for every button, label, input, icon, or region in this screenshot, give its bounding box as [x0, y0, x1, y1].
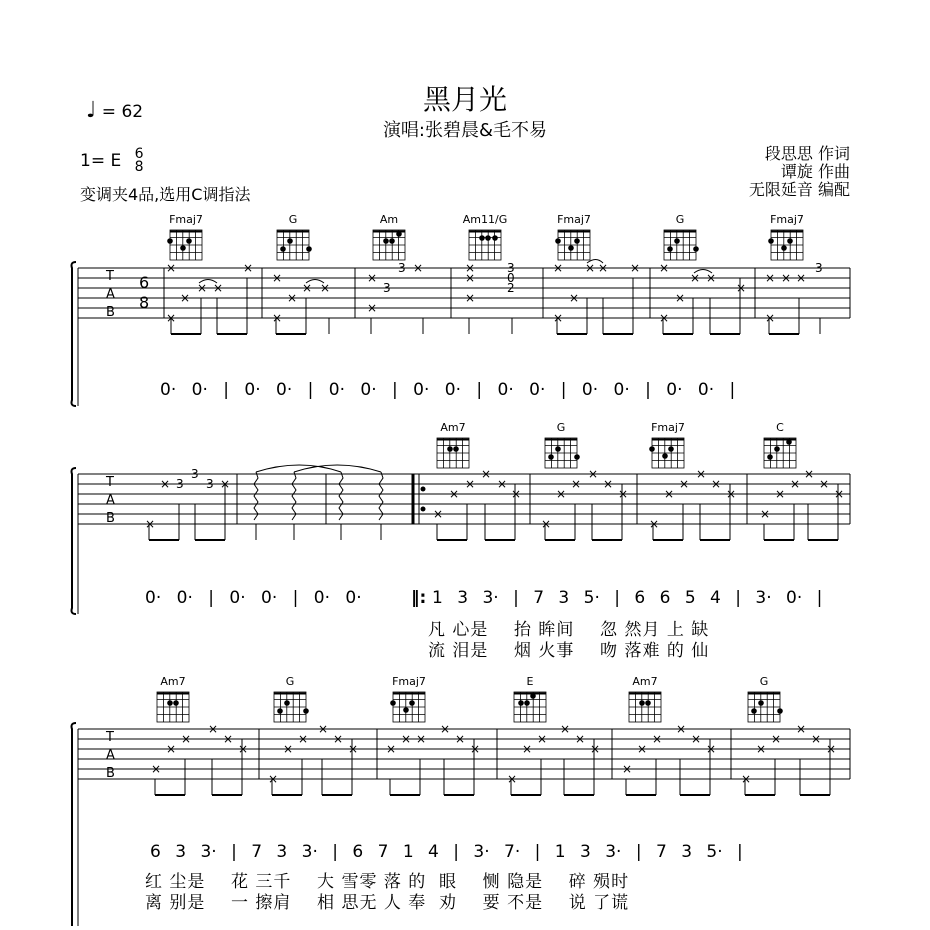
- svg-text:×: ×: [272, 311, 283, 325]
- chord-diagram-grid: [558, 230, 590, 260]
- svg-text:×: ×: [541, 517, 552, 531]
- svg-text:×: ×: [287, 291, 298, 305]
- svg-text:×: ×: [588, 467, 599, 481]
- chord-diagram-grid: [469, 230, 501, 260]
- svg-text:×: ×: [690, 271, 701, 285]
- svg-text:×: ×: [691, 732, 702, 746]
- svg-text:×: ×: [465, 291, 476, 305]
- tab-clef: T: [106, 475, 114, 490]
- tab-clef: T: [106, 730, 114, 745]
- tab-clef: B: [106, 766, 115, 781]
- chord-diagram-grid: [393, 692, 425, 722]
- chord-name: G: [675, 213, 685, 226]
- svg-text:×: ×: [367, 271, 378, 285]
- svg-text:×: ×: [223, 732, 234, 746]
- svg-text:×: ×: [298, 732, 309, 746]
- svg-text:×: ×: [470, 742, 481, 756]
- lyricist: 段思思 作词: [764, 144, 850, 163]
- time-sig-digit: 6: [139, 273, 150, 292]
- chord-diagram-grid: [277, 230, 309, 260]
- svg-text:×: ×: [637, 742, 648, 756]
- svg-text:×: ×: [208, 722, 219, 736]
- svg-text:×: ×: [537, 732, 548, 746]
- svg-text:×: ×: [166, 742, 177, 756]
- chord-name: Fmaj7: [392, 675, 426, 688]
- svg-text:×: ×: [575, 732, 586, 746]
- chord-diagram-grid: [664, 230, 696, 260]
- svg-text:×: ×: [571, 477, 582, 491]
- svg-text:×: ×: [675, 291, 686, 305]
- time-sig-bottom: 8: [134, 159, 144, 175]
- svg-text:×: ×: [465, 271, 476, 285]
- song-title: 黑月光: [422, 83, 507, 116]
- svg-text:×: ×: [465, 261, 476, 275]
- arpeggio-mark: [254, 472, 258, 520]
- svg-text:×: ×: [796, 722, 807, 736]
- svg-text:×: ×: [618, 487, 629, 501]
- svg-text:3: 3: [815, 261, 823, 275]
- svg-text:×: ×: [771, 732, 782, 746]
- svg-text:×: ×: [440, 722, 451, 736]
- svg-text:×: ×: [659, 311, 670, 325]
- svg-text:3: 3: [176, 477, 184, 491]
- svg-text:×: ×: [765, 271, 776, 285]
- composer: 谭旋 作曲: [780, 162, 850, 181]
- tab-clef: B: [106, 305, 115, 320]
- svg-text:0: 0: [507, 271, 515, 285]
- svg-text:×: ×: [664, 487, 675, 501]
- svg-text:×: ×: [333, 732, 344, 746]
- time-sig-top: 6: [134, 146, 144, 162]
- svg-text:×: ×: [553, 261, 564, 275]
- svg-text:×: ×: [238, 742, 249, 756]
- svg-text:×: ×: [834, 487, 845, 501]
- chord-diagram-grid: [157, 692, 189, 722]
- svg-text:×: ×: [811, 732, 822, 746]
- svg-text:×: ×: [511, 487, 522, 501]
- tab-clef: B: [106, 511, 115, 526]
- svg-text:×: ×: [706, 742, 717, 756]
- arpeggio-mark: [379, 472, 383, 520]
- svg-text:3: 3: [398, 261, 406, 275]
- svg-text:3: 3: [206, 477, 214, 491]
- chord-diagram-grid: [545, 438, 577, 468]
- svg-text:×: ×: [416, 732, 427, 746]
- chord-name: Fmaj7: [557, 213, 591, 226]
- svg-text:×: ×: [760, 507, 771, 521]
- chord-diagram-grid: [514, 692, 546, 722]
- svg-text:×: ×: [819, 477, 830, 491]
- svg-text:×: ×: [465, 477, 476, 491]
- arpeggio-mark: [339, 472, 343, 520]
- svg-text:×: ×: [455, 732, 466, 746]
- repeat-sign: ‖:: [411, 588, 427, 608]
- svg-text:×: ×: [726, 487, 737, 501]
- chord-name: Am7: [160, 675, 186, 688]
- chord-diagram-grid: [771, 230, 803, 260]
- number-notation-row2: 0· 0· | 0· 0· | 0· 0·: [145, 588, 362, 608]
- svg-text:×: ×: [756, 742, 767, 756]
- note-stems-1: [171, 278, 820, 334]
- key-text: 1= E: [80, 151, 122, 171]
- svg-text:×: ×: [181, 732, 192, 746]
- svg-text:×: ×: [497, 477, 508, 491]
- arranger: 无限延音 编配: [748, 180, 850, 199]
- svg-text:×: ×: [696, 467, 707, 481]
- svg-text:×: ×: [145, 517, 156, 531]
- svg-text:×: ×: [556, 487, 567, 501]
- chord-diagram-grid: [437, 438, 469, 468]
- svg-text:×: ×: [160, 477, 171, 491]
- svg-text:×: ×: [804, 467, 815, 481]
- svg-text:×: ×: [790, 477, 801, 491]
- svg-text:×: ×: [659, 261, 670, 275]
- singer-line: 演唱:张碧晨&毛不易: [382, 120, 548, 141]
- svg-text:×: ×: [585, 261, 596, 275]
- svg-text:×: ×: [433, 507, 444, 521]
- svg-text:×: ×: [736, 281, 747, 295]
- lyrics-verse-1: 凡 心是 抬 眸间 忽 然月 上 缺: [428, 620, 710, 640]
- svg-text:×: ×: [706, 271, 717, 285]
- chord-diagram-grid: [748, 692, 780, 722]
- lyrics-verse-2: 流 泪是 烟 火事 吻 落难 的 仙: [428, 641, 710, 661]
- chord-diagram-grid: [170, 230, 202, 260]
- lyrics-verse-1: 红 尘是 花 三千 大 雪零 落 的 眼 恻 隐是 碎 殒时: [145, 872, 630, 892]
- svg-text:3: 3: [507, 261, 515, 275]
- number-notation-row1: 0· 0· | 0· 0· | 0· 0· | 0· 0· | 0· 0· | 0· 0· | 0· 0· |: [160, 380, 736, 400]
- svg-text:×: ×: [180, 291, 191, 305]
- chord-diagram-grid: [629, 692, 661, 722]
- svg-text:×: ×: [679, 477, 690, 491]
- svg-text:×: ×: [560, 722, 571, 736]
- svg-text:×: ×: [151, 762, 162, 776]
- svg-text:×: ×: [796, 271, 807, 285]
- chord-name: Fmaj7: [770, 213, 804, 226]
- svg-text:×: ×: [166, 261, 177, 275]
- svg-text:×: ×: [243, 261, 254, 275]
- svg-text:×: ×: [711, 477, 722, 491]
- svg-text:×: ×: [197, 281, 208, 295]
- svg-text:×: ×: [553, 311, 564, 325]
- svg-text:×: ×: [765, 311, 776, 325]
- svg-text:×: ×: [367, 301, 378, 315]
- tab-clef: A: [106, 287, 115, 302]
- svg-text:×: ×: [775, 487, 786, 501]
- svg-text:×: ×: [213, 281, 224, 295]
- chord-name: G: [556, 421, 566, 434]
- svg-text:×: ×: [522, 742, 533, 756]
- chord-name: C: [776, 421, 784, 434]
- chord-name: Am11/G: [462, 213, 508, 226]
- svg-text:×: ×: [320, 281, 331, 295]
- svg-text:3: 3: [191, 467, 199, 481]
- chord-name: G: [288, 213, 298, 226]
- chord-name: G: [285, 675, 295, 688]
- number-notation-row3: 6 3 3· | 7 3 3· | 6 7 1 4 | 3· 7· | 1 3 3· | 7 3 5· |: [150, 842, 743, 862]
- chord-name: Am7: [440, 421, 466, 434]
- chord-name: G: [759, 675, 769, 688]
- svg-text:×: ×: [507, 772, 518, 786]
- svg-text:×: ×: [676, 722, 687, 736]
- svg-text:×: ×: [220, 477, 231, 491]
- chord-name: E: [526, 675, 534, 688]
- lyrics-verse-2: 离 别是 一 擦肩 相 思无 人 奉 劝 要 不是 说 了谎: [145, 893, 630, 913]
- svg-text:×: ×: [283, 742, 294, 756]
- note-stems-3: [155, 739, 830, 795]
- svg-text:×: ×: [449, 487, 460, 501]
- svg-text:×: ×: [622, 762, 633, 776]
- svg-text:×: ×: [318, 722, 329, 736]
- svg-text:×: ×: [590, 742, 601, 756]
- svg-text:×: ×: [302, 281, 313, 295]
- number-notation-row2-melody: 1 3 3· | 7 3 5· | 6 6 5 4 | 3· 0· |: [432, 588, 823, 608]
- svg-text:×: ×: [401, 732, 412, 746]
- svg-text:×: ×: [630, 261, 641, 275]
- svg-text:×: ×: [652, 732, 663, 746]
- svg-text:×: ×: [781, 271, 792, 285]
- svg-text:×: ×: [166, 311, 177, 325]
- svg-text:×: ×: [649, 517, 660, 531]
- time-sig-digit: 8: [139, 293, 150, 312]
- chord-name: Fmaj7: [651, 421, 685, 434]
- svg-text:×: ×: [413, 261, 424, 275]
- tab-clef: T: [106, 269, 114, 284]
- svg-text:×: ×: [598, 261, 609, 275]
- svg-text:×: ×: [826, 742, 837, 756]
- svg-text:×: ×: [348, 742, 359, 756]
- chord-name: Fmaj7: [169, 213, 203, 226]
- chord-name: Am7: [632, 675, 658, 688]
- tab-clef: A: [106, 493, 115, 508]
- tab-clef: A: [106, 748, 115, 763]
- quarter-note-icon: ♩: [86, 98, 97, 123]
- chord-diagram-grid: [652, 438, 684, 468]
- svg-text:×: ×: [481, 467, 492, 481]
- chord-name: Am: [379, 213, 399, 226]
- svg-text:×: ×: [272, 271, 283, 285]
- capo-note: 变调夹4品,选用C调指法: [80, 185, 251, 204]
- tempo-value: = 62: [101, 102, 144, 122]
- svg-text:3: 3: [383, 281, 391, 295]
- svg-text:×: ×: [741, 772, 752, 786]
- svg-text:2: 2: [507, 281, 515, 295]
- svg-text:×: ×: [268, 772, 279, 786]
- svg-text:×: ×: [603, 477, 614, 491]
- chord-diagram-grid: [274, 692, 306, 722]
- arpeggio-mark: [292, 472, 296, 520]
- svg-text:×: ×: [386, 742, 397, 756]
- svg-text:×: ×: [569, 291, 580, 305]
